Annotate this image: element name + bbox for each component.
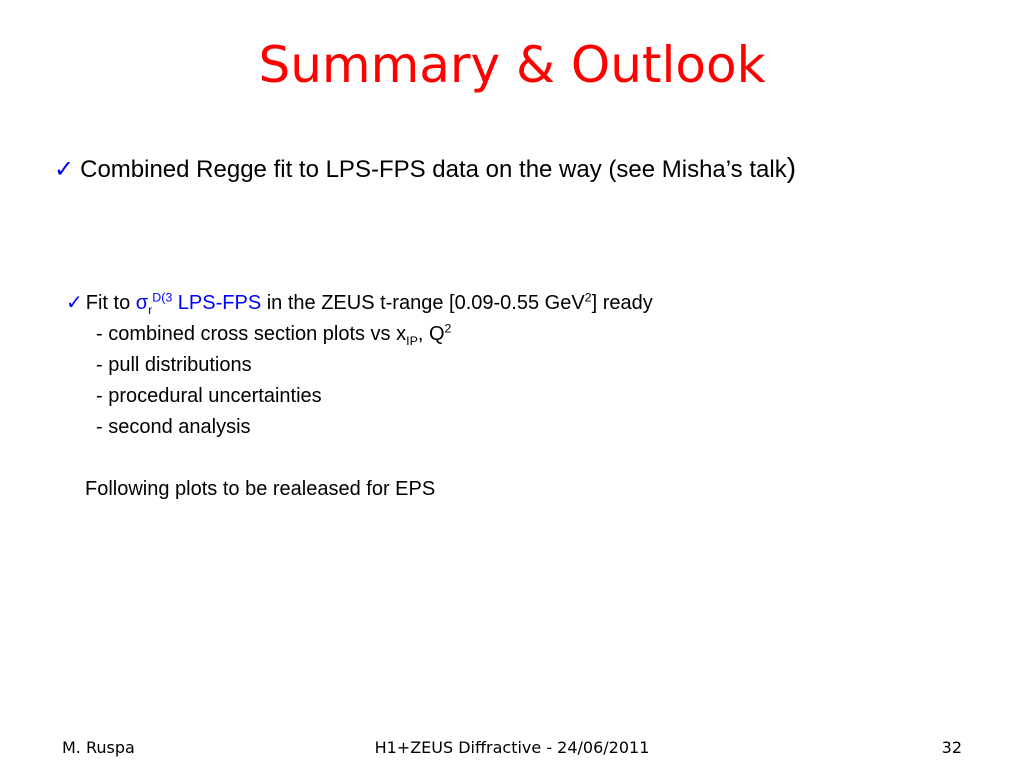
bullet-fit-line [66,288,653,319]
sub-item-cross-section [66,319,653,350]
sigma-superscript: D(3 [152,290,173,305]
xip-subscript: IP [406,334,418,348]
bullet-close-paren: ) [786,152,797,183]
sub-item-pull: - pull distributions [96,354,252,376]
slide-title: Summary & Outlook [258,36,766,94]
q-superscript: 2 [444,321,452,336]
sub-item-second-analysis: - second analysis [96,416,251,438]
footer-author: M. Ruspa [62,738,135,757]
fit-prefix: Fit to [85,292,136,314]
footer-page-number: 32 [941,738,962,757]
footer-event: H1+ZEUS Diffractive - 24/06/2011 [374,738,650,757]
following-plots-text: Following plots to be realeased for EPS [85,478,436,500]
bullet-text: Combined Regge fit to LPS-FPS data on the way (see Misha’s talk [80,156,787,183]
spacer [66,443,653,474]
t-range-superscript: 2 [584,290,592,305]
sigma-subscript: r [148,303,153,317]
sigma-symbol: σ [135,292,149,314]
lps-fps-label: LPS-FPS [177,292,262,314]
bullet-fit-block [66,288,653,505]
sub-item-text: - combined cross section plots vs x [96,323,407,345]
checkmark-icon: ✓ [66,292,83,314]
checkmark-icon: ✓ [54,156,75,183]
t-range-text: in the ZEUS t-range [0.09-0.55 GeV [261,292,585,314]
sub-item-uncertainties: - procedural uncertainties [96,385,322,407]
bullet-combined-regge-fit [54,150,796,188]
q-label: , Q [417,323,445,345]
t-range-end: ] ready [591,292,653,314]
